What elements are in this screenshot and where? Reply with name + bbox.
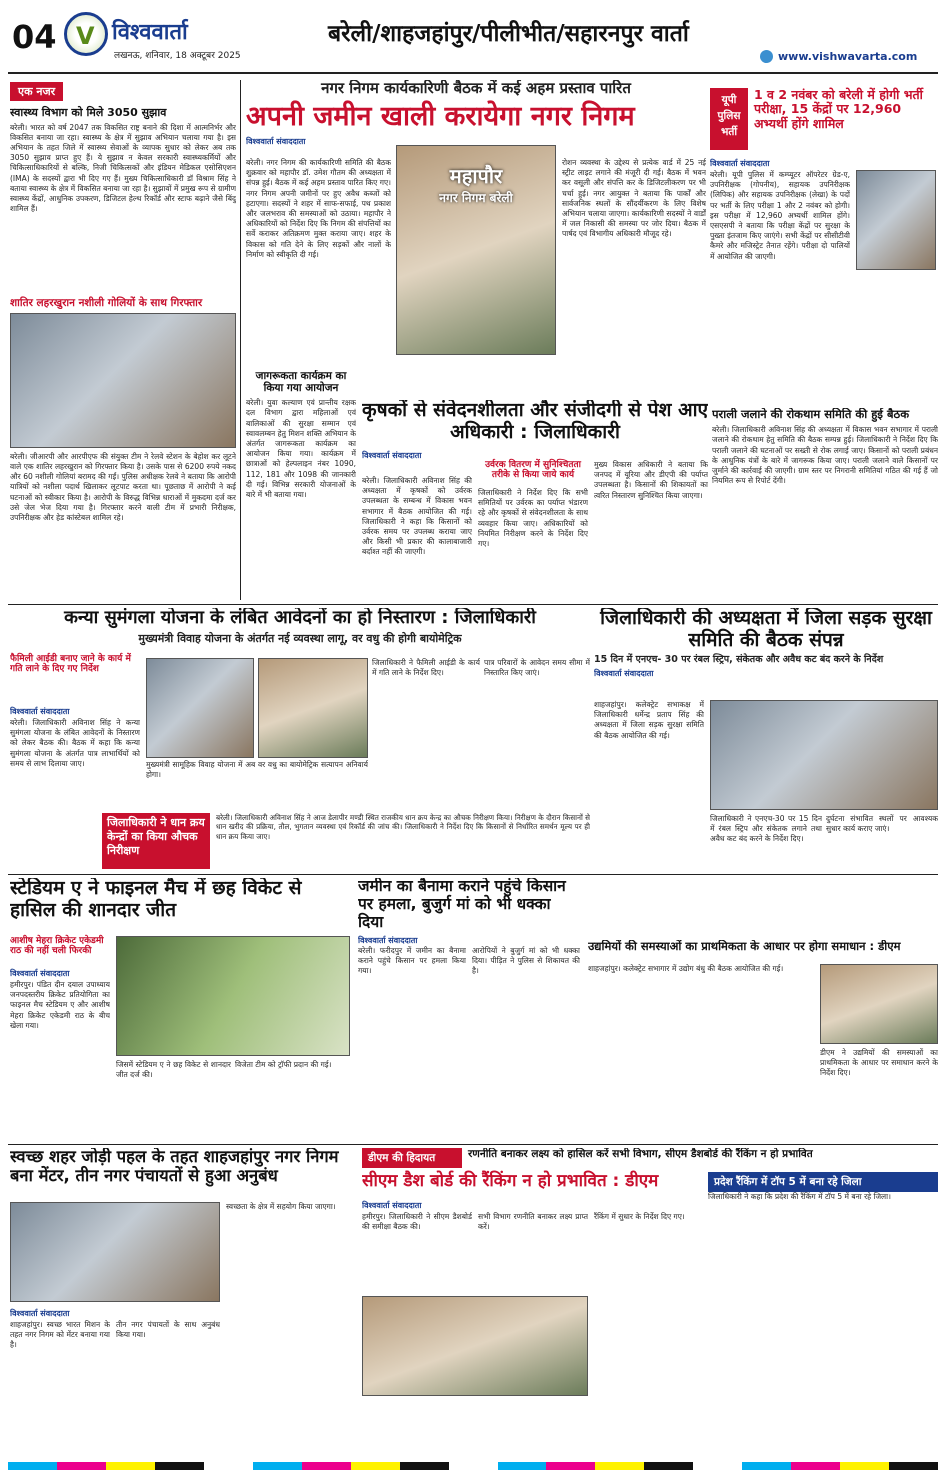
swachh-text2: तीन नगर पंचायतों के साथ अनुबंध किया गया। [116,1320,220,1340]
lead-headline: अपनी जमीन खाली करायेगा नगर निगम [246,101,635,133]
lead-text-right: रोशन व्यवस्था के उद्देश्य से प्रत्येक वार्ड में 25 नई स्ट्रीट लाइट लगाने की मंजूरी दी गई। बैठक में भवन कर वसूली और संपत्ति कर के डिजिटलीकरण पर भी चर्चा हुई। नगर आयुक्त ने बताया कि पार्कों और सार्वजनिक स्थलों के सौंदर्यीकरण के लिए विशेष अभियान चलाया जाएगा। कार्यकारिणी सदस्यों ने वार्डों में जल निकासी की समस्या पर जोर दिया। बैठक में पार्षद एवं विभागीय अधिकारी मौजूद रहे। [562,158,706,239]
stadium-photo [116,936,350,1056]
stadium-text3: विजेता टीम को ट्रॉफी प्रदान की गई। [235,1060,332,1069]
stadium-text1: हमीरपुर। पंडित दीन दयाल उपाध्याय जनपदस्तरीय क्रिकेट प्रतियोगिता का फाइनल मैच स्टेडियम ए और आशीष मेहरा क्रिकेट एकेडमी राठ के बीच खेला गया। [10,980,110,1030]
jagrukta-text: बरेली। युवा कल्याण एवं प्रान्तीय रक्षक दल विभाग द्वारा महिलाओं एवं बालिकाओं की सुरक्षा सम्मान एवं स्वावलम्बन हेतु मिशन शक्ति अभियान के अंतर्गत जागरूकता कार्यक्रम का आयोजन किया गया। कार्यक्रम में छात्राओं को हेल्पलाइन नंबर 1090, 112, 181 और 1098 की जानकारी दी गई। विभिन्न सरकारी योजनाओं के बारे में भी बताया गया। [246,398,356,499]
swachh-byline: विश्ववार्ता संवाददाता [10,1309,70,1318]
swachh-headline: स्वच्छ शहर जोड़ी पहल के तहत शाहजहांपुर नगर निगम बना मेंटर, तीन नगर पंचायतों से हुआ अनुबंध [10,1148,339,1185]
rank-bar: प्रदेश रैंकिंग में टॉप 5 में बना रहे जिला [708,1172,938,1192]
krishak-byline: विश्ववार्ता संवाददाता [362,450,422,460]
arrest-photo [10,313,236,448]
dm-text3: रैंकिंग में सुधार के निर्देश दिए गए। [594,1212,685,1221]
photo-sign-nagar-nigam: नगर निगम बरेली [439,191,513,205]
lead-meeting-photo [396,145,556,355]
dm-kicker: रणनीति बनाकर लक्ष्य को हासिल करें सभी विभाग, सीएम डैशबोर्ड की रैंकिंग न हो प्रभावित [468,1148,813,1160]
jameen-headline: जमीन का बैनामा कराने पहुंचे किसान पर हमला, बुजुर्ग मां को भी धक्का दिया [358,878,566,931]
row-rule-2 [8,874,938,875]
page-number: 04 [12,18,57,56]
kanya-story [10,608,590,870]
krishak-subhead: उर्वरक वितरण में सुनिश्चितता तरीके से किया जाये कार्य [485,460,581,481]
lead-text-left: बरेली। नगर निगम की कार्यकारिणी समिति की बैठक शुक्रवार को महापौर डॉ. उमेश गौतम की अध्यक्षता में संपन्न हुई। बैठक में कई अहम प्रस्ताव पारित किए गए। नगर निगम अपनी जमीनों पर हुए अवैध कब्जों को हटाएगा। सदस्यों ने शहर में साफ-सफाई, पथ प्रकाश और जलभराव की समस्याओं को उठाया। महापौर ने अधिकारियों को निर्देश दिए कि निगम की संपत्तियों का सर्वे कराकर अतिक्रमण मुक्त कराया जाए। शहर के विकास को गति देने के लिए सड़कों और नालों के निर्माण को स्वीकृति दी गई। [246,158,391,259]
police-tag-line3: भर्ती [720,126,738,138]
rank-text: जिलाधिकारी ने कहा कि प्रदेश की रैंकिंग में टॉप 5 में बना रहे जिला। [708,1192,891,1201]
ek-nazar-label: एक नजर [10,82,63,101]
stadium-story [10,878,350,1140]
photo-sign-mayor: महापौर [449,164,503,188]
jameen-text2: आरोपियों ने बुजुर्ग मां को भी धक्का दिया। पीड़ित ने पुलिस से शिकायत की है। [472,946,580,976]
dhan-box-title: जिलाधिकारी ने धान क्रय केन्द्रों का किया औचक निरीक्षण [102,813,210,869]
ek-nazar-item1-text: बरेली। भारत को वर्ष 2047 तक विकसित राष्ट्र बनाने की दिशा में आत्मनिर्भर और विकसित बनाया जा रहा। स्वास्थ्य के क्षेत्र में सुझाव अभियान चलाया गया है। इस अभियान के तहत जिले में स्वास्थ्य सेवाओं के व्यापक सुधार को लेकर अब तक 3050 सुझाव प्राप्त हुए हैं। ये सुझाव न केवल सरकारी स्वास्थ्यकर्मियों और चिकित्साधिकारियों से बल्कि, निजी चिकित्सकों और इंडियन मेडिकल एसोसिएशन (IMA) के सदस्यों द्वारा भी दिए गए हैं। मुख्य चिकित्साधिकारी डॉ विश्राम सिंह ने बताया स्वास्थ्य के क्षेत्र में विकसित बनाया जा रहा है। सुझावों में प्रमुख रूप से ग्रामीण स्वास्थ्य केंद्रों, आधुनिक उपकरण, डिजिटल हेल्थ रिकॉर्ड और स्टाफ बढ़ाने जैसे बिंदु शामिल हैं। [10,122,236,214]
stadium-headline: स्टेडियम ए ने फाइनल मैच में छह विकेट से हासिल की शानदार जीत [10,878,302,921]
brand-logo-icon: V [64,12,108,56]
swachh-text3: स्वच्छता के क्षेत्र में सहयोग किया जाएगा। [226,1202,336,1211]
udyami-story [588,940,938,1140]
stadium-text2: जिसमें स्टेडियम ए ने छह विकेट से शानदार जीत दर्ज की। [116,1060,231,1080]
sadak-byline: विश्ववार्ता संवाददाता [594,668,654,678]
jameen-byline: विश्ववार्ता संवाददाता [358,936,418,946]
kanya-side-note: फैमिली आईडी बनाए जाने के कार्य में गति लाने के दिए गए निर्देश [10,654,131,675]
parali-text: बरेली। जिलाधिकारी अविनाश सिंह की अध्यक्षता में विकास भवन सभागार में पराली जलाने की रोकथाम हेतु समिति की बैठक सम्पन्न हुई। जिलाधिकारी ने निर्देश दिए कि पराली जलाने की घटनाओं पर सख्ती से रोक लगाई जाए। किसानों को पराली प्रबंधन के आधुनिक यंत्रों के बारे में जागरूक किया जाए। पराली जलाने वाले किसानों पर जुर्माने की कार्रवाई की जाएगी। ग्राम स्तर पर निगरानी समितियां गठित की गई हैं जो नियमित रूप से रिपोर्ट देंगी। [712,425,938,486]
swachh-photo [10,1202,220,1302]
ek-nazar-column [10,80,236,600]
police-recruitment-box [710,80,938,405]
police-byline: विश्ववार्ता संवाददाता [710,159,770,168]
brand-name: विश्ववार्ता [112,20,188,45]
krishak-story [362,400,708,600]
parali-headline: पराली जलाने की रोकथाम समिति की हुई बैठक [712,408,910,421]
dhan-text: बरेली। जिलाधिकारी अविनाश सिंह ने आज डेलापीर मण्डी स्थित राजकीय धान क्रय केन्द्र का औचक निरीक्षण किया। निरीक्षण के दौरान किसानों से धान खरीद की प्रक्रिया, तौल, भुगतान व्यवस्था एवं रिकॉर्ड की जांच की। जिलाधिकारी ने निर्देश दिए कि किसानों से निर्धारित समर्थन मूल्य पर ही धान क्रय किया जाए। [216,813,590,841]
lead-story [246,80,706,370]
udyami-text1: शाहजहांपुर। कलेक्ट्रेट सभागार में उद्योग बंधु की बैठक आयोजित की गई। [588,964,784,973]
website[interactable]: www.vishwavarta.com [778,50,918,63]
stadium-sub: आशीष मेहरा क्रिकेट एकेडमी राठ की नहीं चली फिरकी [10,936,104,957]
kanya-photo-1 [146,658,254,758]
kanya-headline: कन्या सुमंगला योजना के लंबित आवेदनों का हो निस्तारण : जिलाधिकारी [64,608,536,628]
krishak-text3: मुख्य विकास अधिकारी ने बताया कि जनपद में यूरिया और डीएपी की पर्याप्त उपलब्धता है। किसानों की शिकायतों का त्वरित निस्तारण सुनिश्चित किया जाएगा। [594,460,708,500]
lead-kicker: नगर निगम कार्यकारिणी बैठक में कई अहम प्रस्ताव पारित [321,80,631,97]
dm-headline: सीएम डैश बोर्ड की रैंकिंग न हो प्रभावित : डीएम [362,1171,659,1191]
dm-byline: विश्ववार्ता संवाददाता [362,1201,422,1210]
police-headline: 1 व 2 नवंबर को बरेली में होगी भर्ती परीक्षा, 15 केंद्रों पर 12,960 अभ्यर्थी होंगे शामिल [754,87,923,131]
section-title: बरेली/शाहजहांपुर/पीलीभीत/सहारनपुर वार्ता [328,21,689,47]
ek-nazar-item2-title: शातिर लहरखुरान नशीली गोलियों के साथ गिरफ्तार [10,296,203,309]
parali-story [712,408,938,600]
udyami-text2: डीएम ने उद्यमियों की समस्याओं का प्राथमिकता के आधार पर समाधान करने के निर्देश दिए। [820,1048,938,1078]
ek-nazar-item1-title: स्वास्थ्य विभाग को मिले 3050 सुझाव [10,106,167,119]
swachh-story [10,1148,356,1458]
jagrukta-headline: जागरूकता कार्यक्रम का किया गया आयोजन [255,370,347,395]
dm-dashboard-story [362,1148,938,1458]
sadak-headline: जिलाधिकारी की अध्यक्षता में जिला सड़क सुरक्षा समिति की बैठक संपन्न [600,608,932,651]
lead-byline: विश्ववार्ता संवाददाता [246,137,306,147]
krishak-headline: कृषकों से संवेदनशीलता और संजीदगी से पेश आए अधिकारी : जिलाधिकारी [362,400,708,443]
kanya-text3: जिलाधिकारी ने फैमिली आईडी के कार्य में गति लाने के निर्देश दिए। [372,658,480,678]
kanya-text2: मुख्यमंत्री सामूहिक विवाह योजना में अब वर वधु का बायोमेट्रिक सत्यापन अनिवार्य होगा। [146,760,368,780]
kanya-byline: विश्ववार्ता संवाददाता [10,707,70,716]
kanya-photo-2 [258,658,368,758]
dm-text2: सभी विभाग रणनीति बनाकर लक्ष्य प्राप्त करें। [478,1212,588,1232]
row-rule-3 [8,1144,938,1145]
color-registration-strip [8,1462,938,1470]
column-rule [240,80,241,600]
officer-photo [856,170,936,270]
udyami-photo [820,964,938,1044]
dateline: लखनऊ, शनिवार, 18 अक्टूबर 2025 [114,51,241,61]
swachh-text1: शाहजहांपुर। स्वच्छ भारत मिशन के तहत नगर निगम को मेंटर बनाया गया है। [10,1320,110,1350]
sadak-text1: शाहजहांपुर। कलेक्ट्रेट सभाकक्ष में जिलाधिकारी धर्मेन्द्र प्रताप सिंह की अध्यक्षता में जिला सड़क सुरक्षा समिति की बैठक आयोजित की गई। [594,700,704,740]
police-tag-line2: पुलिस [717,110,741,122]
krishak-text1: बरेली। जिलाधिकारी अविनाश सिंह की अध्यक्षता में कृषकों को उर्वरक उपलब्धता के सम्बन्ध में विकास भवन सभागार में बैठक आयोजित की गई। जिलाधिकारी ने कहा कि किसानों को उर्वरक समय पर उपलब्ध कराया जाए और किसी भी प्रकार की कालाबाजारी बर्दाश्त नहीं की जाएगी। [362,476,472,557]
masthead [8,6,938,70]
kanya-text1: बरेली। जिलाधिकारी अविनाश सिंह ने कन्या सुमंगला योजना के लंबित आवेदनों के निस्तारण को लेकर बैठक की। बैठक में कहा कि कन्या सुमंगला योजना के अंतर्गत पात्र लाभार्थियों को समय से लाभ दिलाया जाए। [10,718,140,768]
sadak-subhead: 15 दिन में एनएच- 30 पर रंबल स्ट्रिप, संकेतक और अवैध कट बंद करने के निर्देश [594,653,884,665]
ek-nazar-item2-text: बरेली। जीआरपी और आरपीएफ की संयुक्त टीम ने रेलवे स्टेशन के बेहोश कर लूटने वाले एक शातिर लहरखुरान को गिरफ्तार किया है। उसके पास से 6200 रुपये नकद और 60 नशीली गोलियां बरामद की गईं। पुलिस अधीक्षक रेलवे ने बताया कि आरोपी यात्रियों को नशीला पदार्थ खिलाकर लूटपाट करता था। पूछताछ में आरोपी ने कई घटनाओं को स्वीकार किया है। आरोपी के विरुद्ध विभिन्न धाराओं में मुकदमा दर्ज कर उसे जेल भेज दिया गया है। गिरफ्तार करने वाली टीम में प्रभारी निरीक्षक, उपनिरीक्षक और हेड कांस्टेबल शामिल रहे। [10,451,236,522]
stadium-byline: विश्ववार्ता संवाददाता [10,969,70,978]
kanya-text4: पात्र परिवारों के आवेदन समय सीमा में निस्तारित किए जाएं। [484,658,590,678]
dm-tag: डीएम की हिदायत [362,1148,462,1168]
sadak-text2: जिलाधिकारी ने एनएच-30 पर 15 दिन में रंबल स्ट्रिप और संकेतक लगाने तथा अवैध कट बंद करने के निर्देश दिए। [710,814,822,844]
row-rule-1 [8,604,938,605]
krishak-text2: जिलाधिकारी ने निर्देश दिए कि सभी समितियों पर उर्वरक का पर्याप्त भंडारण रहे और कृषकों से संवेदनशीलता के साथ व्यवहार किया जाए। अधिकारियों को नियमित निरीक्षण करने के निर्देश दिए गए। [478,488,588,549]
masthead-rule [8,72,938,74]
sadak-photo [710,700,938,810]
web-icon [760,50,773,63]
sadak-story [594,608,938,870]
dm-text1: हमीरपुर। जिलाधिकारी ने सीएम डैशबोर्ड की समीक्षा बैठक की। [362,1212,472,1232]
police-tag [710,88,748,150]
police-text: बरेली। यूपी पुलिस में कम्प्यूटर ऑपरेटर ग्रेड-ए, उपनिरीक्षक (गोपनीय), सहायक उपनिरीक्षक (लिपिक) और सहायक उपनिरीक्षक (लेखा) के पदों पर भर्ती के लिए परीक्षा 1 और 2 नवंबर को होगी। इस परीक्षा में 12,960 अभ्यर्थी शामिल होंगे। एसएसपी ने बताया कि परीक्षा केंद्रों पर सुरक्षा के पुख्ता इंतजाम किए जाएंगे। सभी केंद्रों पर सीसीटीवी कैमरे और मजिस्ट्रेट तैनात रहेंगे। परीक्षा दो पालियों में आयोजित की जाएगी। [710,170,850,261]
kanya-subhead: मुख्यमंत्री विवाह योजना के अंतर्गत नई व्यवस्था लागू, वर वधु की होगी बायोमेट्रिक [138,631,462,645]
jagrukta-story [246,370,356,600]
sadak-text3: दुर्घटना संभावित स्थलों पर आवश्यक सुधार कार्य कराए जाएं। [826,814,938,834]
police-tag-line1: यूपी [721,94,737,106]
jameen-story [358,878,580,1140]
jameen-text1: बरेली। फरीदपुर में जमीन का बैनामा कराने पहुंचे किसान पर हमला किया गया। [358,946,466,976]
udyami-headline: उद्यमियों की समस्याओं का प्राथमिकता के आधार पर होगा समाधान : डीएम [588,940,901,953]
dm-photo [362,1296,588,1396]
